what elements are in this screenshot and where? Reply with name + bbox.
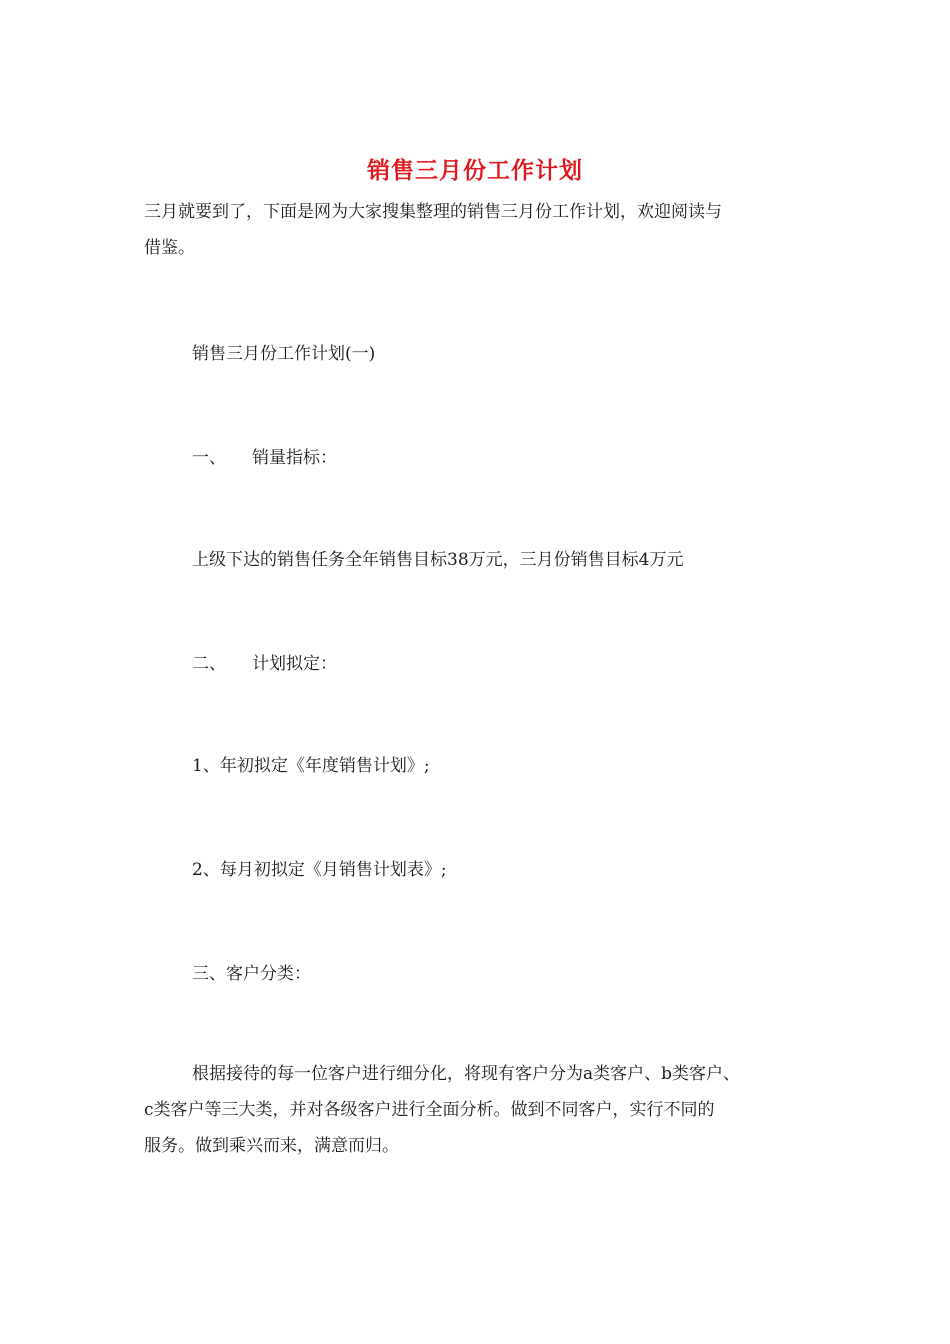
- item-label: 销量指标：: [252, 448, 337, 468]
- intro-line: 三月就要到了，下面是网为大家搜集整理的销售三月份工作计划，欢迎阅读与: [144, 202, 722, 222]
- item-label: 计划拟定：: [252, 654, 337, 674]
- item-number: 二、: [192, 654, 226, 674]
- document-title: 销售三月份工作计划: [367, 158, 583, 184]
- item-number: 一、: [192, 448, 226, 468]
- intro-paragraph: [144, 194, 722, 266]
- classification-line: 服务。做到乘兴而来，满意而归。: [144, 1136, 399, 1156]
- classification-line: 根据接待的每一位客户进行细分化，将现有客户分为a类客户、b类客户、: [192, 1064, 741, 1084]
- classification-line: c类客户等三大类，并对各级客户进行全面分析。做到不同客户，实行不同的: [144, 1100, 715, 1120]
- sales-target-text: 上级下达的销售任务全年销售目标38万元，三月份销售目标4万元: [192, 550, 684, 570]
- intro-line: 借鉴。: [144, 238, 195, 258]
- classification-paragraph: [144, 1056, 740, 1164]
- plan-item-monthly: 2、每月初拟定《月销售计划表》;: [192, 860, 447, 880]
- item-plan-heading: [192, 646, 337, 682]
- item-sales-target-heading: [192, 440, 337, 476]
- section-heading: 销售三月份工作计划(一): [192, 344, 376, 364]
- plan-item-annual: 1、年初拟定《年度销售计划》;: [192, 756, 430, 776]
- item-customer-classification-heading: 三、客户分类：: [192, 964, 311, 984]
